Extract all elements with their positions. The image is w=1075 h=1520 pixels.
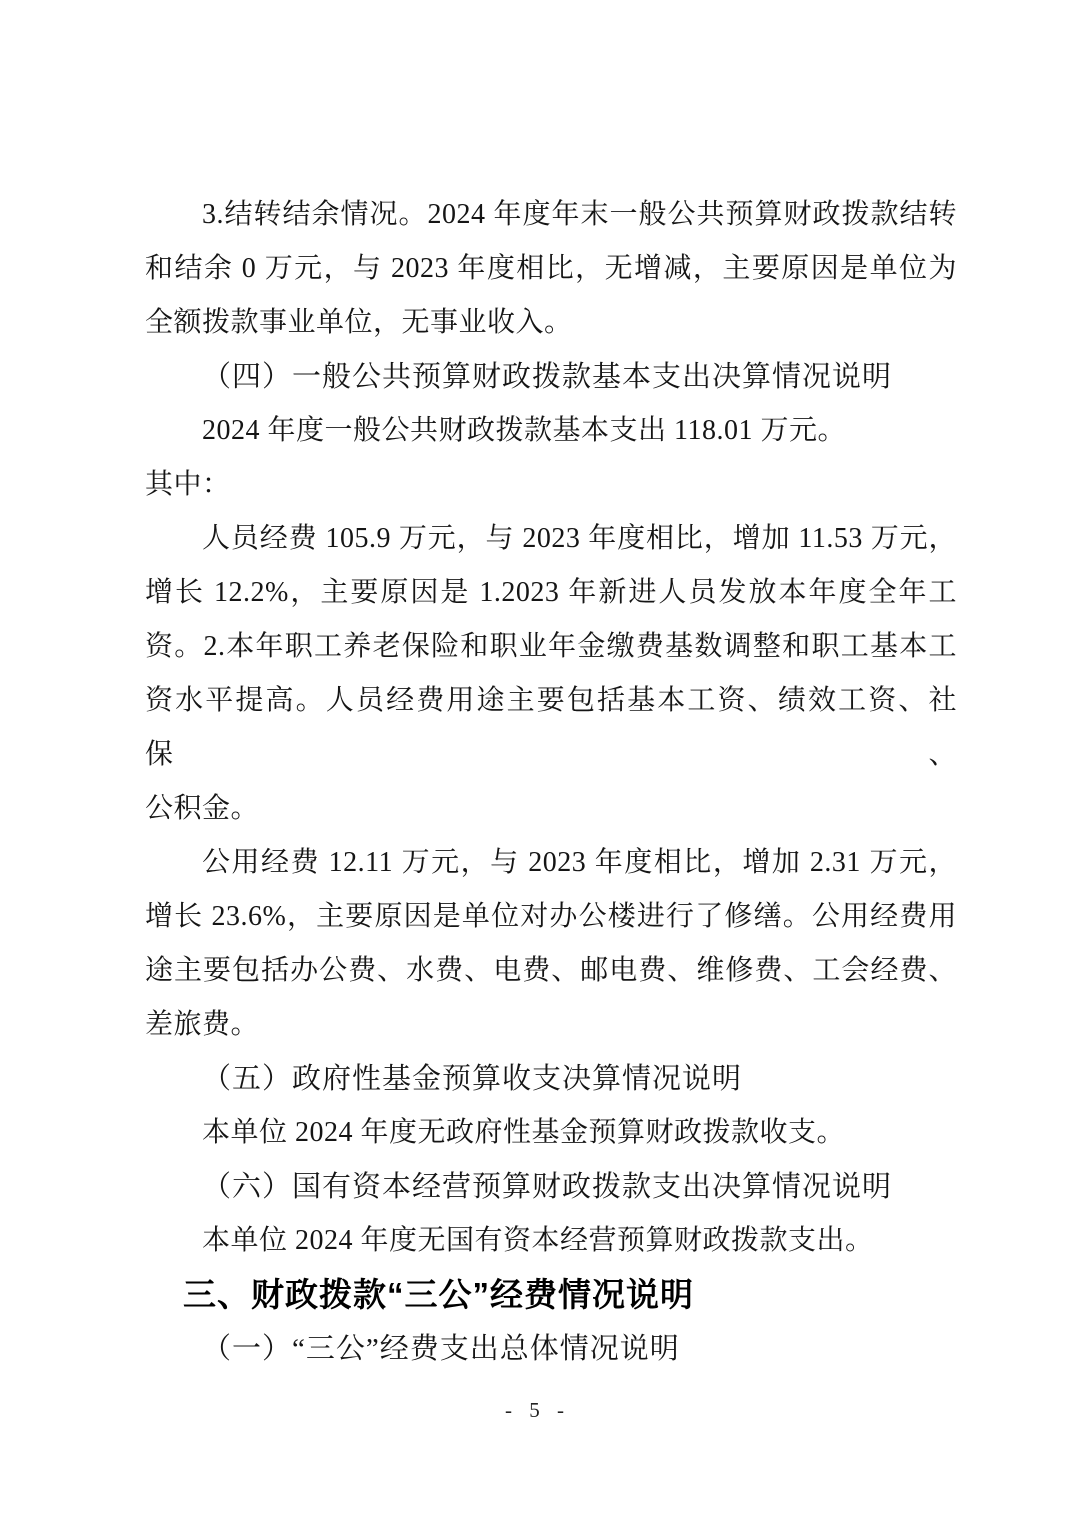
paragraph-line: 资水平提高。人员经费用途主要包括基本工资、绩效工资、社保、 [145, 685, 957, 770]
paragraph-line: 途主要包括办公费、水费、电费、邮电费、维修费、工会经费、 [145, 955, 957, 986]
paragraph-line: 全额拨款事业单位，无事业收入。 [145, 307, 573, 338]
paragraph-line: 其中： [145, 469, 231, 500]
paragraph-line: 本单位 2024 年度无国有资本经营预算财政拨款支出。 [202, 1225, 874, 1256]
paragraph-line: 增长 23.6%，主要原因是单位对办公楼进行了修缮。公用经费用 [145, 901, 957, 932]
subsection-heading-6: （六）国有资本经营预算财政拨款支出决算情况说明 [202, 1171, 893, 1203]
paragraph-line: 公用经费 12.11 万元，与 2023 年度相比，增加 2.31 万元， [202, 847, 957, 878]
document-body [145, 188, 957, 1376]
paragraph-line: 差旅费。 [145, 1009, 260, 1040]
page-footer [0, 1398, 1075, 1423]
paragraph-line: 本单位 2024 年度无政府性基金预算财政拨款收支。 [202, 1117, 846, 1148]
subsection-heading-5: （五）政府性基金预算收支决算情况说明 [202, 1063, 743, 1095]
paragraph-line: 人员经费 105.9 万元，与 2023 年度相比，增加 11.53 万元， [202, 523, 957, 554]
page-number: - 5 - [505, 1398, 570, 1422]
subsection-heading-1: （一）“三公”经费支出总体情况说明 [202, 1333, 680, 1365]
section-heading-three-public: 三、财政拨款“三公”经费情况说明 [183, 1276, 694, 1313]
paragraph-line: 3.结转结余情况。2024 年度年末一般公共预算财政拨款结转 [202, 199, 957, 230]
paragraph-line: 资。2.本年职工养老保险和职业年金缴费基数调整和职工基本工 [145, 631, 957, 662]
paragraph-line: 公积金。 [145, 793, 260, 824]
paragraph-line: 和结余 0 万元，与 2023 年度相比，无增减，主要原因是单位为 [145, 253, 957, 284]
subsection-heading-4: （四）一般公共预算财政拨款基本支出决算情况说明 [202, 361, 893, 393]
paragraph-line: 2024 年度一般公共财政拨款基本支出 118.01 万元。 [202, 415, 846, 446]
paragraph-line: 增长 12.2%，主要原因是 1.2023 年新进人员发放本年度全年工 [145, 577, 957, 608]
